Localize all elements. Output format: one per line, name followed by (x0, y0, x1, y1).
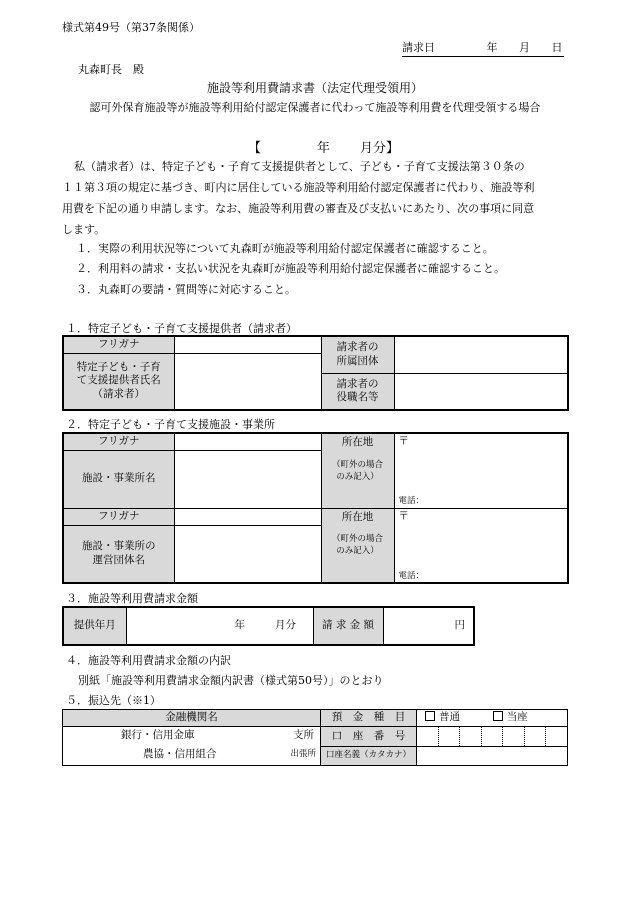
provider-name-label (63, 353, 174, 410)
form-number: 様式第49号（第37条関係） (62, 21, 200, 34)
account-number-field[interactable] (417, 727, 568, 747)
account-name-field[interactable] (417, 747, 568, 766)
section3-heading: ３．施設等利用費請求金額 (66, 592, 198, 605)
title-label-line2: 役職名等 (336, 391, 379, 404)
operator-name-label (63, 525, 174, 583)
month-header-open: 【 (248, 141, 262, 156)
location-label-text: 所在地 (341, 436, 374, 448)
operator-location-label (321, 508, 394, 583)
operator-label-line2: 運営団体名 (92, 553, 145, 566)
operator-location-label-text: 所在地 (341, 510, 374, 523)
facility-phone-label: 電話： (398, 496, 425, 506)
facility-furigana-label: フリガナ (63, 433, 174, 450)
account-digit-boxes (417, 727, 567, 746)
period-label: 提供年月 (63, 607, 126, 645)
period-field[interactable] (126, 607, 313, 645)
provider-furigana-field[interactable] (174, 336, 321, 353)
facility-location-label (321, 433, 394, 508)
deposit-label: 預 金 種 目 (321, 710, 417, 727)
section2-heading: ２．特定子ども・子育て支援施設・事業所 (66, 418, 275, 431)
account-digit-box[interactable] (481, 727, 502, 746)
deposit-options (417, 710, 568, 727)
account-name-label: 口座名義（カタカナ） (321, 747, 417, 766)
org-label-line1: 請求者の (336, 341, 379, 354)
consent-item-1: １．実際の利用状況等について丸森町が施設等利用給付認定保護者に確認すること。 (76, 242, 494, 255)
body-line-4: します。 (62, 223, 106, 236)
operator-furigana-field[interactable] (174, 508, 321, 525)
deposit-ordinary-checkbox[interactable] (425, 711, 460, 723)
office-label: 出張所 (290, 749, 316, 759)
account-digit-box[interactable] (417, 727, 438, 746)
org-label-line2: 所属団体 (336, 354, 379, 367)
body-line-2: １１第３項の規定に基づき、町内に居住している施設等利用給付認定保護者に代わり、施設等利 (62, 181, 535, 194)
operator-phone-label: 電話： (398, 570, 425, 581)
title-label-line1: 請求者の (336, 377, 379, 390)
deposit-current-label: 当座 (506, 711, 528, 724)
section1-heading: １．特定子ども・子育て支援提供者（請求者） (66, 322, 297, 335)
request-date-year: 年 (486, 41, 498, 54)
coop-type-label: 農協・信用組合 (143, 748, 217, 760)
provider-name-field[interactable] (174, 353, 321, 410)
facility-furigana-field[interactable] (174, 433, 321, 450)
operator-location-field[interactable] (394, 508, 568, 583)
account-digit-box[interactable] (503, 727, 524, 746)
body-line-3: 用費を下記の通り申請します。なお、施設等利用費の審査及び支払いにあたり、次の事項に同意 (62, 202, 535, 215)
operator-postal-mark: 〒 (398, 509, 409, 522)
name-label-line3: （請求者） (92, 388, 145, 401)
account-digit-box[interactable] (438, 727, 459, 746)
operator-location-note-line1: （町外の場合 (331, 534, 383, 545)
period-year: 年 (234, 619, 245, 632)
location-note-line1: （町外の場合 (331, 459, 383, 470)
facility-name-label: 施設・事業所名 (63, 450, 174, 508)
request-date-label: 請求日 (402, 41, 435, 54)
month-header (248, 137, 399, 156)
location-note-line2: のみ記入） (336, 471, 379, 482)
body-line-1: 私（請求者）は、特定子ども・子育て支援提供者として、子ども・子育て支援法第３０条の (74, 160, 525, 173)
deposit-current-checkbox[interactable] (493, 711, 528, 723)
checkbox-icon (425, 711, 435, 721)
request-date-day: 日 (551, 41, 563, 54)
postal-mark: 〒 (398, 435, 409, 447)
facility-table (62, 432, 569, 584)
period-month: 月分 (275, 619, 296, 632)
amount-yen: 円 (454, 619, 465, 632)
month-header-month: 月分】 (360, 141, 400, 156)
amount-field[interactable] (383, 607, 474, 645)
provider-title-label (321, 373, 394, 410)
bank-name-field[interactable] (63, 727, 321, 766)
deposit-ordinary-label: 普通 (439, 711, 460, 724)
operator-location-note (322, 534, 394, 558)
facility-location-field[interactable] (394, 433, 568, 508)
provider-title-field[interactable] (394, 373, 568, 410)
operator-label-line1: 施設・事業所の (82, 540, 156, 553)
amount-label: 請 求 金 額 (313, 607, 383, 645)
provider-table (62, 335, 569, 411)
name-label-line1: 特定子ども・子育 (76, 360, 161, 373)
provider-furigana-label: フリガナ (63, 336, 174, 353)
month-header-year: 年 (317, 141, 331, 156)
consent-item-2: ２．利用料の請求・支払い状況を丸森町が施設等利用給付認定保護者に確認すること。 (76, 262, 505, 275)
account-digit-box[interactable] (524, 727, 545, 746)
section5-heading: ５．振込先（※1） (66, 694, 161, 707)
request-date-line (402, 39, 564, 57)
form-title: 施設等利用費請求書（法定代理受領用） (206, 81, 423, 95)
operator-furigana-label: フリガナ (63, 508, 174, 525)
form-subtitle: 認可外保育施設等が施設等利用給付認定保護者に代わって施設等利用費を代理受領する場合 (89, 101, 541, 114)
section4-text: 別紙「施設等利用費請求金額内訳書（様式第50号）」のとおり (78, 674, 384, 687)
facility-name-field[interactable] (174, 450, 321, 508)
name-label-line2: て支援提供者氏名 (76, 374, 161, 387)
location-note (322, 460, 394, 484)
bank-type-label: 銀行・信用金庫 (121, 729, 195, 741)
account-digit-box[interactable] (546, 727, 567, 746)
request-date-month: 月 (519, 41, 530, 54)
provider-org-label (321, 336, 394, 373)
operator-location-note-line2: のみ記入） (336, 546, 379, 557)
operator-name-field[interactable] (174, 525, 321, 583)
account-number-label: 口 座 番 号 (321, 727, 417, 747)
checkbox-icon (493, 711, 503, 721)
provider-org-field[interactable] (394, 336, 568, 373)
amount-table (62, 606, 475, 646)
branch-label: 支所 (293, 729, 314, 741)
consent-item-3: ３．丸森町の要請・質問等に対応すること。 (76, 283, 296, 296)
bank-header: 金融機関名 (63, 710, 321, 727)
bank-table (62, 709, 568, 766)
addressee: 丸森町長 殿 (78, 63, 144, 76)
section4-heading: ４．施設等利用費請求金額の内訳 (66, 654, 231, 667)
account-digit-box[interactable] (460, 727, 481, 746)
